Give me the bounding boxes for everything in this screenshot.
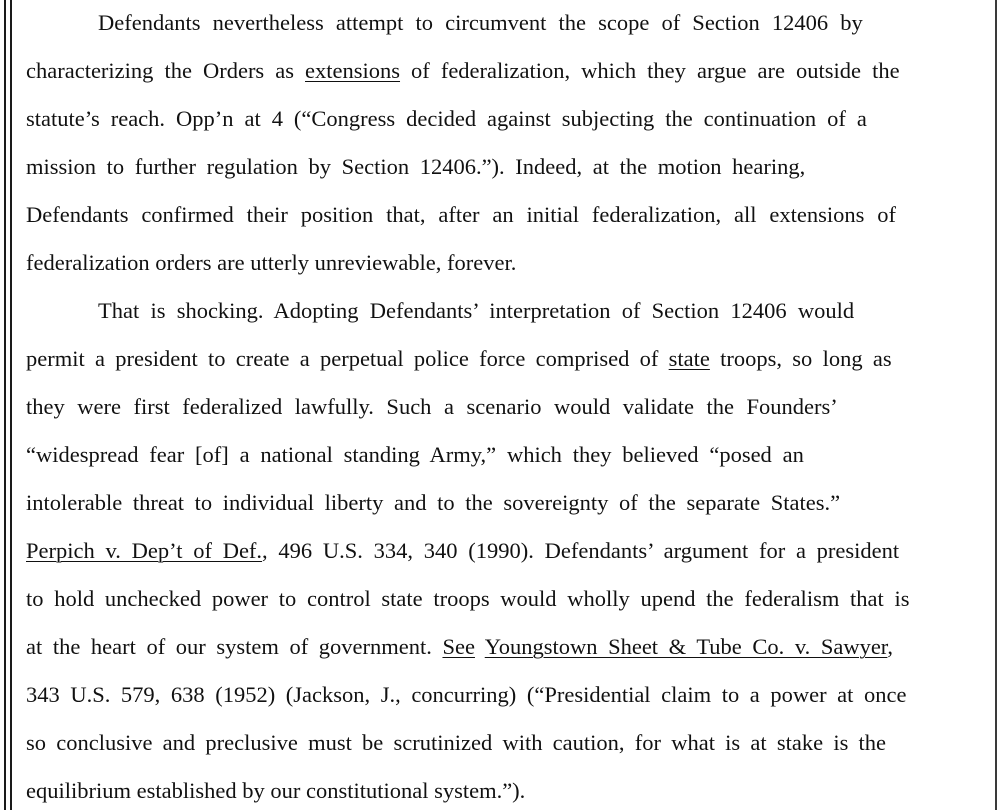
text-line: at the heart of our system of government. See Youngstown Sheet & Tube Co. v. Sawyer, [26,634,894,659]
text-line: Perpich v. Dep’t of Def., 496 U.S. 334, 340 (1990). Defendants’ argument for a president [26,538,900,563]
left-border-inner-line [10,0,12,810]
text-line: characterizing the Orders as extensions of federalization, which they argue are outside the [26,58,900,83]
emphasis-extensions: extensions [305,58,401,83]
text-line: equilibrium established by our constitutional system.”). [26,778,526,803]
text-line: they were first federalized lawfully. Such a scenario would validate the Founders’ [26,394,838,419]
text-line: so conclusive and preclusive must be scrutinized with caution, for what is at stake is the [26,730,887,755]
text-line: Defendants nevertheless attempt to circumvent the scope of Section 12406 by [98,10,863,35]
text-line: federalization orders are utterly unreviewable, forever. [26,250,517,275]
text-line: mission to further regulation by Section 12406.”). Indeed, at the motion hearing, [26,154,806,179]
text-line: That is shocking. Adopting Defendants’ interpretation of Section 12406 would [98,298,855,323]
text-line: “widespread fear [of] a national standing Army,” which they believed “posed an [26,442,804,467]
citation-perpich: Perpich v. Dep’t of Def. [26,538,263,563]
text-line: statute’s reach. Opp’n at 4 (“Congress decided against subjecting the continuation of a [26,106,867,131]
text-line: permit a president to create a perpetual police force comprised of state troops, so long as [26,346,892,371]
emphasis-state: state [668,346,710,371]
text-line: to hold unchecked power to control state troops would wholly upend the federalism that is [26,586,910,611]
text-line: intolerable threat to individual liberty and to the sovereignty of the separate States.” [26,490,841,515]
citation-youngstown: Youngstown Sheet & Tube Co. v. Sawyer [484,634,888,659]
signal-see: See [442,634,475,659]
right-border-line [995,0,997,810]
left-border-outer-line [4,0,6,810]
text-line: Defendants confirmed their position that, after an initial federalization, all extensions of [26,202,896,227]
text-line: 343 U.S. 579, 638 (1952) (Jackson, J., concurring) (“Presidential claim to a power at once [26,682,907,707]
